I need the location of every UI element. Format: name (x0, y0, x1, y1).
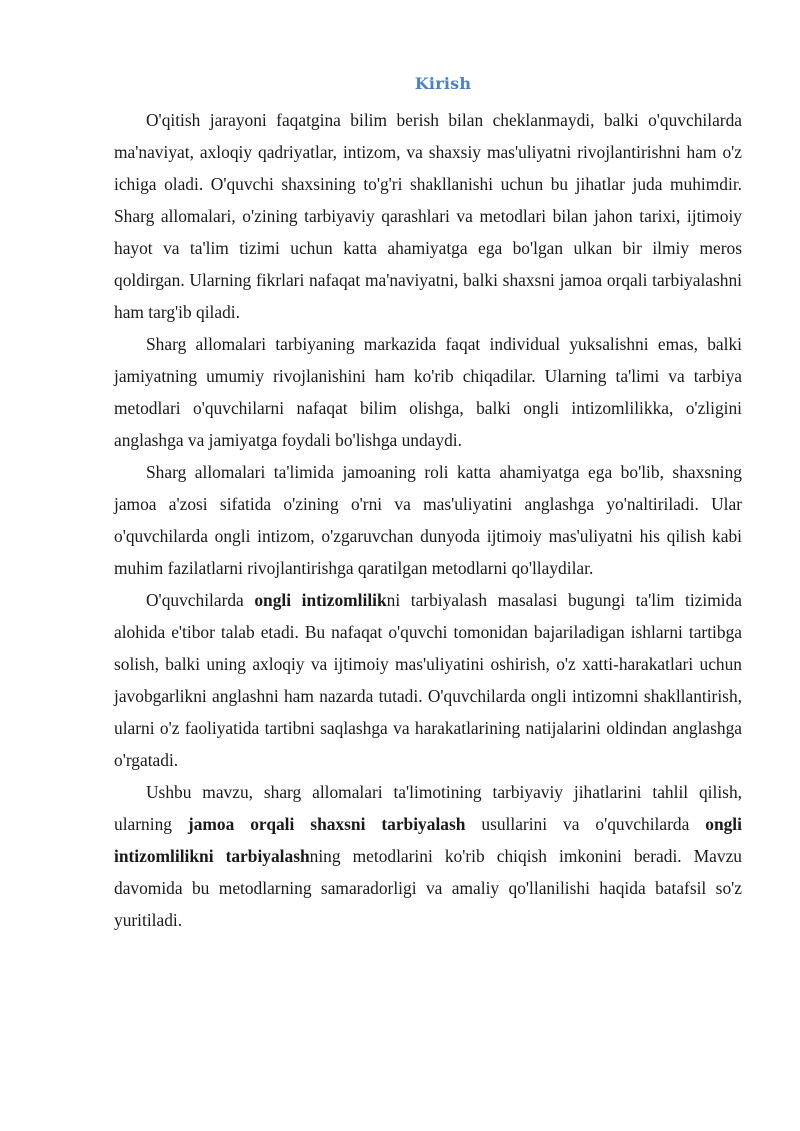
paragraph-text: ning metodlarini ko'rib chiqish imkonini beradi. Mavzu davomida bu metodlarning samaradorligi va amaliy qo'llanilishi haqida batafsil so'z yuritiladi. (114, 846, 742, 930)
paragraph (114, 776, 742, 936)
paragraph-text: usullarini va o'quvchilarda (465, 814, 706, 834)
paragraph-text: Sharg allomalari ta'limida jamoaning roli katta ahamiyatga ega bo'lib, shaxsning jamoa a'zosi sifatida o'zining o'rni va mas'uliyatini anglashga yo'naltiriladi. Ular o'quvchilarda ongli intizom, o'zgaruvchan dunyoda ijtimoiy mas'uliyatni his qilish kabi muhim fazilatlarni rivojlantirishga qaratilgan metodlarni qo'llaydilar. (114, 462, 742, 578)
paragraph-text: ni tarbiyalash masalasi bugungi ta'lim tizimida alohida e'tibor talab etadi. Bu nafaqat o'quvchi tomonidan bajariladigan ishlarni tartibga solish, balki uning axloqiy va ijtimoiy mas'uliyatini oshirish, o'z xatti-harakatlari uchun javobgarlikni anglashni ham nazarda tutadi. O'quvchilarda ongli intizomni shakllantirish, ularni o'z faoliyatida tartibni saqlashga va harakatlarining natijalarini oldindan anglashga o'rgatadi. (114, 590, 742, 770)
document-body (114, 104, 742, 936)
bold-term: jamoa orqali shaxsni tarbiyalash (187, 814, 466, 834)
paragraph-text: Sharg allomalari tarbiyaning markazida faqat individual yuksalishni emas, balki jamiyatning umumiy rivojlanishini ham ko'rib chiqadilar. Ularning ta'limi va tarbiya metodlari o'quvchilarni nafaqat bilim olishga, balki ongli intizomlilikka, o'zligini anglashga va jamiyatga foydali bo'lishga undaydi. (114, 334, 742, 450)
page-title: Kirish (414, 74, 472, 93)
paragraph-text: O'quvchilarda (146, 590, 255, 610)
paragraph-text: Ushbu mavzu, sharg allomalari ta'limotining tarbiyaviy jihatlarini tahlil qilish, ularning (114, 782, 742, 834)
bold-term: ongli intizomlilikni tarbiyalash (114, 814, 742, 866)
paragraph (114, 104, 742, 328)
paragraph (114, 584, 742, 776)
bold-term: ongli intizomlilik (254, 590, 387, 610)
paragraph-text: O'qitish jarayoni faqatgina bilim berish bilan cheklanmaydi, balki o'quvchilarda ma'naviyat, axloqiy qadriyatlar, intizom, va shaxsiy mas'uliyatni rivojlantirishni ham o'z ichiga oladi. O'quvchi shaxsining to'g'ri shakllanishi uchun bu jihatlar juda muhimdir. Sharg allomalari, o'zining tarbiyaviy qarashlari va metodlari bilan jahon tarixi, ijtimoiy hayot va ta'lim tizimi uchun katta ahamiyatga ega bo'lgan ulkan bir ilmiy meros qoldirgan. Ularning fikrlari nafaqat ma'naviyatni, balki shaxsni jamoa orqali tarbiyalashni ham targ'ib qiladi. (114, 110, 742, 322)
paragraph (114, 328, 742, 456)
paragraph (114, 456, 742, 584)
